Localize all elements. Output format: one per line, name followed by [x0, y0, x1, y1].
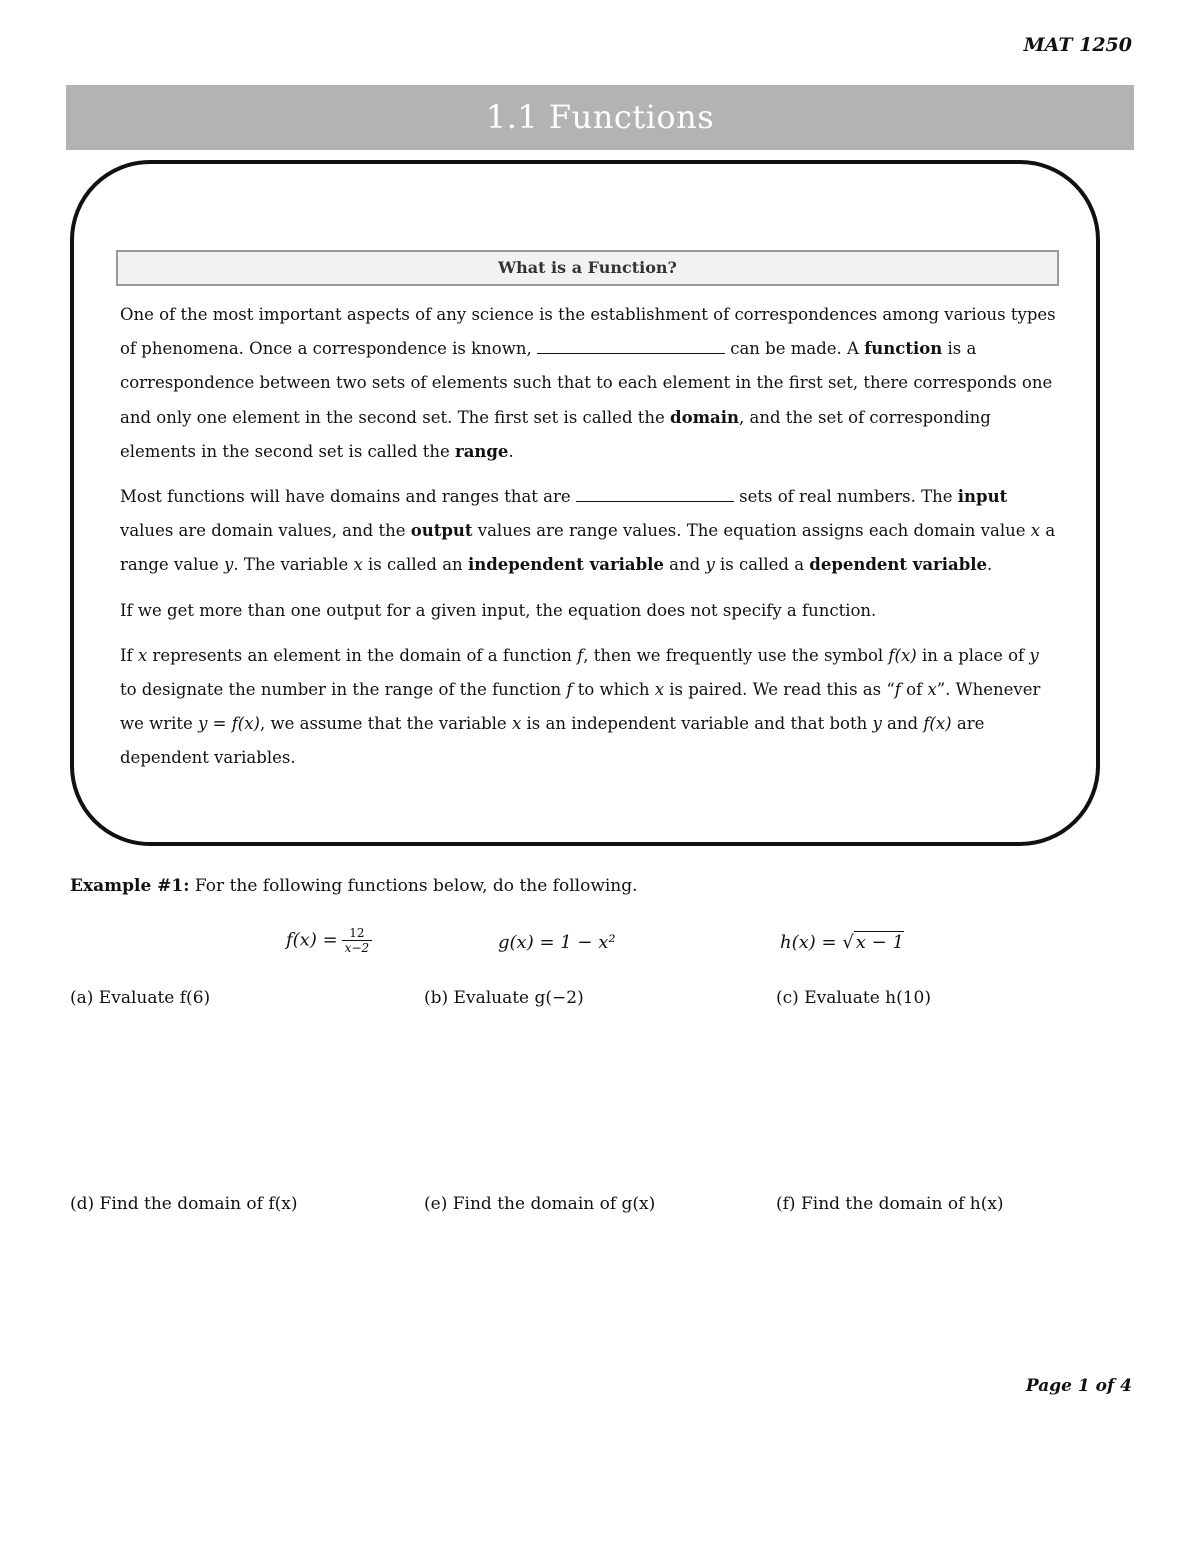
term-input: input: [957, 487, 1008, 507]
function-f: f(x) = $\frac{12}{x-2}$: [286, 926, 372, 955]
term-independent-variable: independent variable: [467, 555, 664, 575]
fraction: $\frac{12}{x-2}$: [342, 926, 372, 955]
task-d: (d) Find the domain of f(x): [70, 1194, 298, 1214]
function-h: h(x) = √ x − 1: [780, 932, 904, 953]
page-title: 1.1 Functions: [66, 85, 1134, 150]
example-label: Example #1:: [70, 876, 190, 896]
task-e: (e) Find the domain of g(x): [424, 1194, 656, 1214]
term-function: function: [864, 339, 943, 359]
paragraph-2: Most functions will have domains and ranges that are sets of real numbers. The input values are domain values, and the output values are range values. The equation assigns each domain value x a range value y. The variable x is called an independent variable and y is called a dependent variable.: [120, 487, 1056, 575]
fill-in-blank: [537, 337, 725, 354]
paragraph-1: One of the most important aspects of any science is the establishment of correspondences among various types of phenomena. Once a correspondence is known, can be made. A function is a correspondence between two sets of elements such that to each element in the first set, there corresponds one and only one element in the second set. The first set is called the domain, and the set of corresponding elements in the second set is called the range.: [120, 305, 1056, 461]
fill-in-blank: [576, 485, 734, 502]
paragraph-3: If we get more than one output for a given input, the equation does not specify a function.: [120, 600, 877, 620]
task-f: (f) Find the domain of h(x): [776, 1194, 1004, 1214]
term-domain: domain: [670, 407, 739, 427]
task-b: (b) Evaluate g(−2): [424, 988, 584, 1008]
task-c: (c) Evaluate h(10): [776, 988, 932, 1008]
paragraph-4: If x represents an element in the domain of a function f, then we frequently use the symbol f(x) in a place of y to designate the number in the range of the function f to which x is paired. We read this as “f of x”. Whenever we write y = f(x), we assume that the variable x is an independent variable and that both y and f(x) are dependent variables.: [120, 645, 1041, 768]
page-number: Page 1 of 4: [1025, 1376, 1132, 1396]
example-instruction: For the following functions below, do the following.: [189, 876, 638, 896]
course-code: MAT 1250: [1023, 34, 1132, 56]
function-g: g(x) = 1 − x²: [498, 932, 616, 953]
task-a: (a) Evaluate f(6): [70, 988, 211, 1008]
definition-text: [120, 298, 1060, 787]
example-heading: [70, 876, 638, 896]
term-range: range: [455, 441, 509, 461]
term-output: output: [410, 521, 473, 541]
definition-heading: What is a Function?: [116, 250, 1059, 286]
term-dependent-variable: dependent variable: [809, 555, 987, 575]
